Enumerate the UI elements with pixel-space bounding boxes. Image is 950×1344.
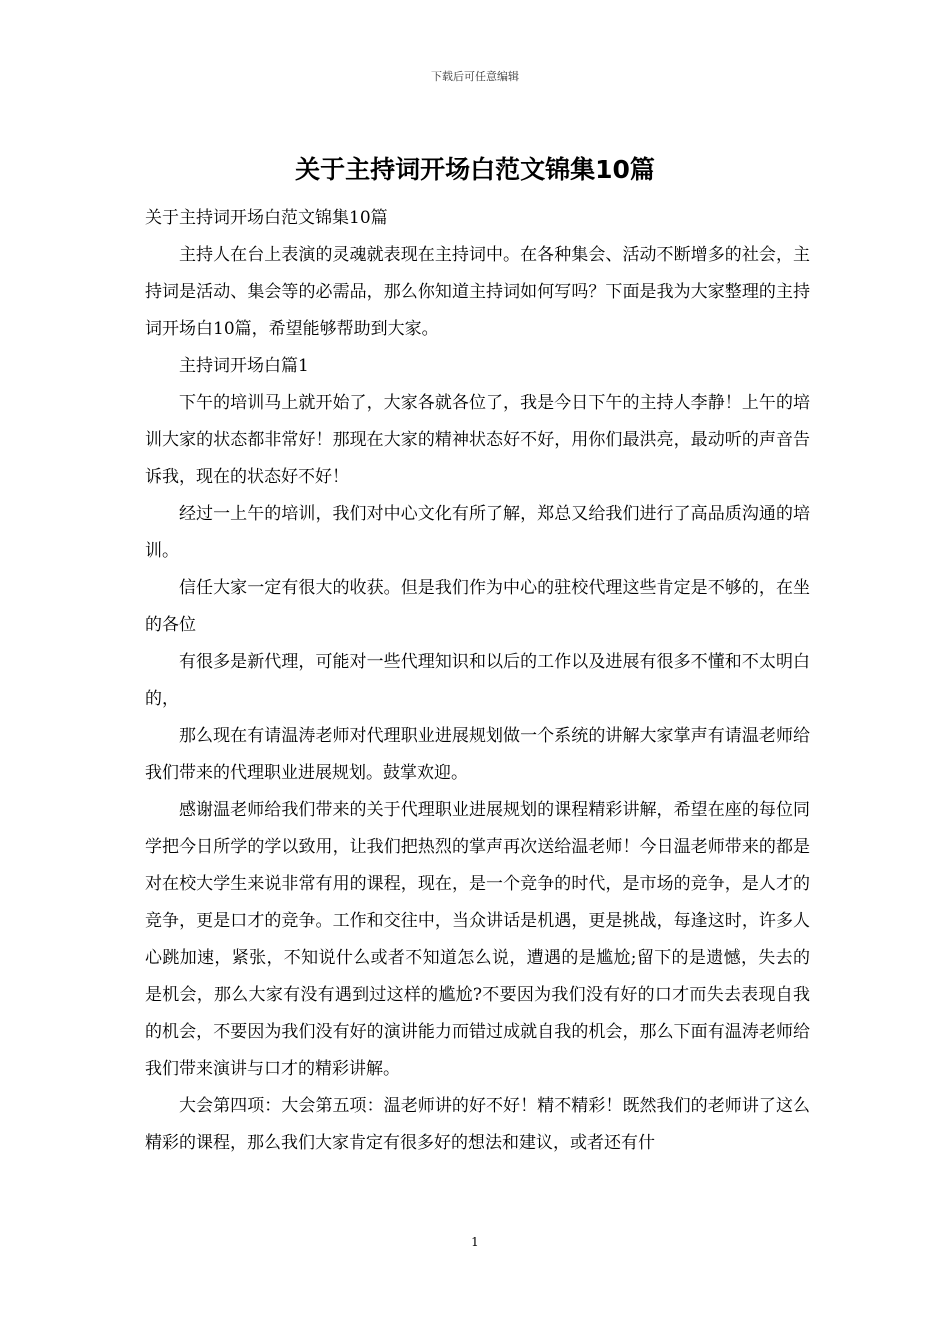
page-number: 1 bbox=[471, 1235, 479, 1249]
body-paragraph: 那么现在有请温涛老师对代理职业进展规划做一个系统的讲解大家掌声有请温老师给我们带来的代理职业进展规划。鼓掌欢迎。 bbox=[145, 726, 810, 783]
document-body bbox=[145, 200, 810, 1162]
body-paragraph: 信任大家一定有很大的收获。但是我们作为中心的驻校代理这些肯定是不够的，在坐的各位 bbox=[145, 578, 810, 635]
intro-paragraph: 主持人在台上表演的灵魂就表现在主持词中。在各种集会、活动不断增多的社会，主持词是活动、集会等的必需品，那么你知道主持词如何写吗？下面是我为大家整理的主持词开场白10篇，希望能够帮助到大家。 bbox=[145, 245, 810, 339]
subtitle-paragraph: 关于主持词开场白范文锦集10篇 bbox=[145, 208, 388, 228]
page-header: 下载后可任意编辑 bbox=[431, 70, 519, 83]
body-paragraph: 有很多是新代理，可能对一些代理知识和以后的工作以及进展有很多不懂和不太明白的， bbox=[145, 652, 810, 709]
section-heading: 主持词开场白篇1 bbox=[179, 356, 309, 376]
document-title: 关于主持词开场白范文锦集10篇 bbox=[295, 155, 655, 184]
body-paragraph: 经过一上午的培训，我们对中心文化有所了解，郑总又给我们进行了高品质沟通的培训。 bbox=[145, 504, 810, 561]
body-paragraph: 感谢温老师给我们带来的关于代理职业进展规划的课程精彩讲解，希望在座的每位同学把今日所学的学以致用，让我们把热烈的掌声再次送给温老师！今日温老师带来的都是对在校大学生来说非常有用的课程，现在，是一个竞争的时代，是市场的竞争，是人才的竞争，更是口才的竞争。工作和交往中，当众讲话是机遇，更是挑战，每逢这时，许多人心跳加速，紧张，不知说什么或者不知道怎么说，遭遇的是尴尬;留下的是遗憾，失去的是机会，那么大家有没有遇到过这样的尴尬?不要因为我们没有好的口才而失去表现自我的机会，不要因为我们没有好的演讲能力而错过成就自我的机会，那么下面有温涛老师给我们带来演讲与口才的精彩讲解。 bbox=[145, 800, 810, 1079]
body-paragraph: 大会第四项：大会第五项：温老师讲的好不好！精不精彩！既然我们的老师讲了这么精彩的课程，那么我们大家肯定有很多好的想法和建议，或者还有什 bbox=[145, 1096, 810, 1153]
body-paragraph: 下午的培训马上就开始了，大家各就各位了，我是今日下午的主持人李静！上午的培训大家的状态都非常好！那现在大家的精神状态好不好，用你们最洪亮，最动听的声音告诉我，现在的状态好不好！ bbox=[145, 393, 810, 487]
